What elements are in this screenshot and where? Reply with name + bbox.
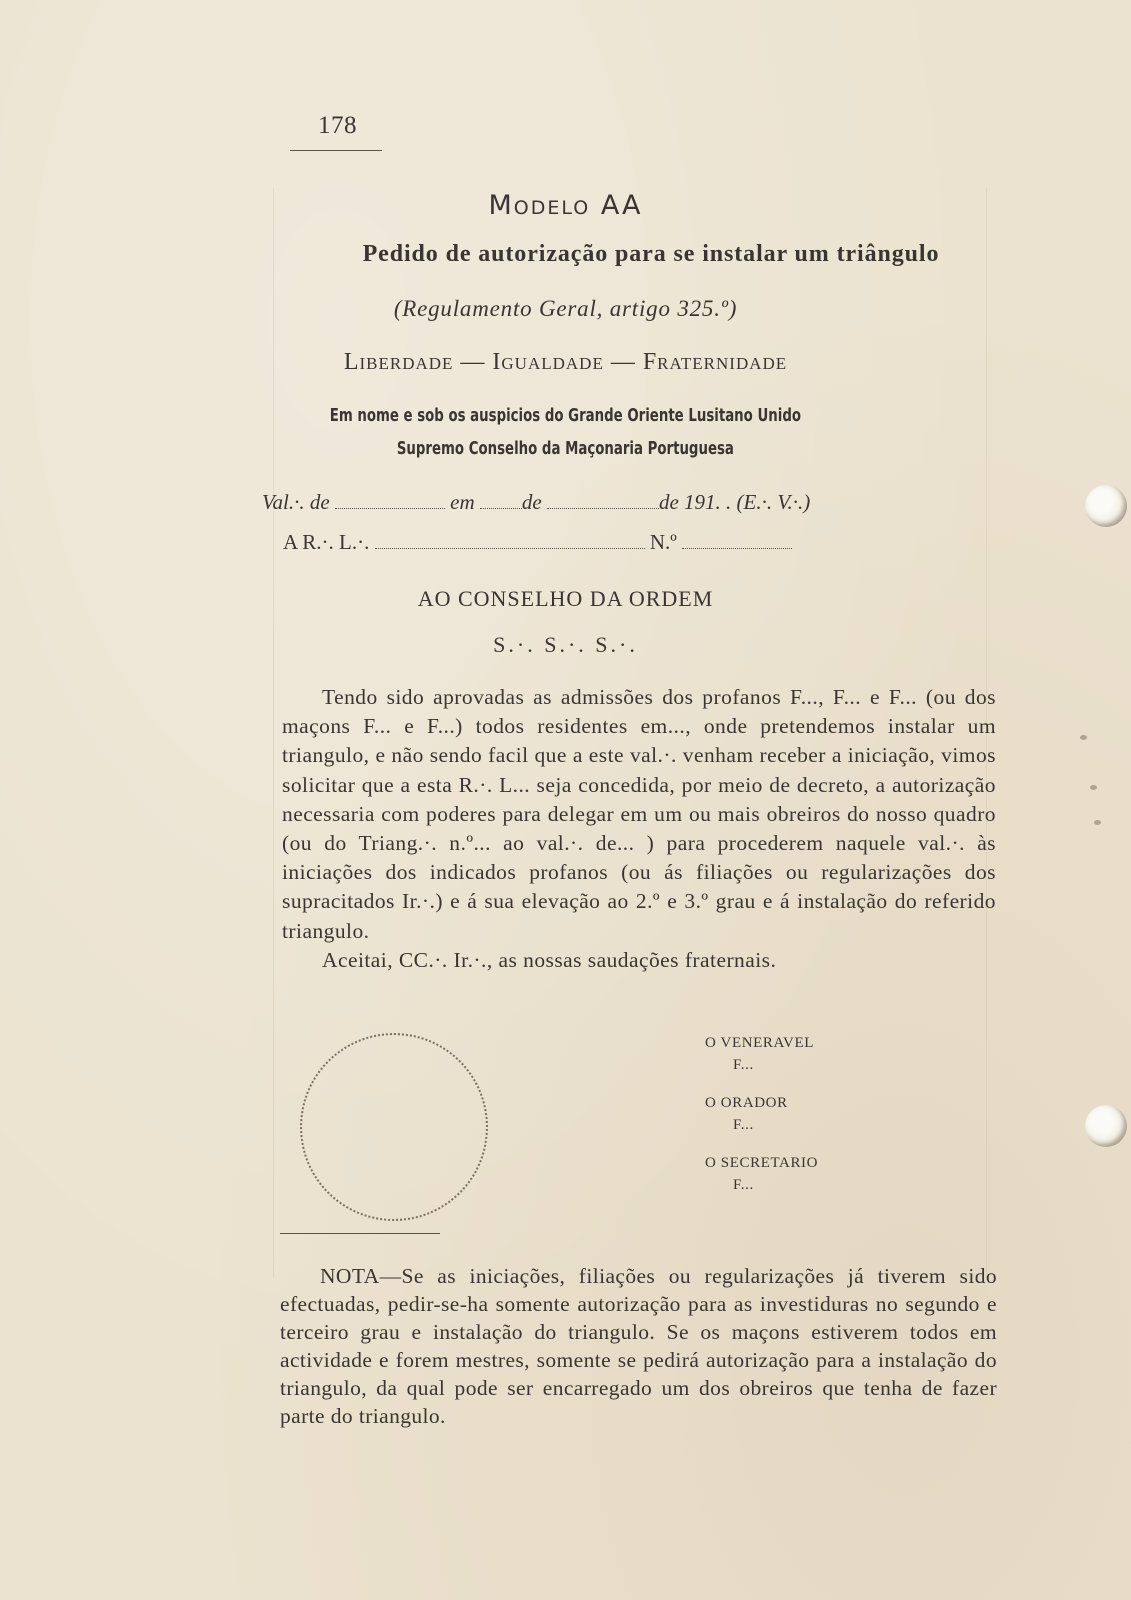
model-title: Modelo AA <box>488 190 643 221</box>
regulation-reference: (Regulamento Geral, artigo 325.º) <box>393 296 738 321</box>
footnote: NOTA—Se as iniciações, filiações ou regularizações já tiverem sido efectuadas, pedir-se-ha somente autorização para as investiduras no segundo e terceiro grau e instalação do triangulo. Se os maçons estiverem todos em actividade e forem mestres, somente se pedirá autorização para a instalação do triangulo, da qual pode ser encarregado um dos obreiros que tenha de fazer parte do triangulo. <box>280 1264 997 1428</box>
form-line-valley <box>262 490 1004 515</box>
signature-name: F... <box>733 1057 754 1073</box>
val-blank <box>335 491 445 509</box>
punch-hole <box>1085 485 1127 527</box>
paper-speck <box>1090 785 1097 790</box>
val-label: Val.·. de <box>262 490 330 514</box>
salutation: S.·. S.·. S.·. <box>493 632 638 657</box>
em-blank <box>480 491 522 509</box>
page-number: 178 <box>318 112 357 139</box>
lodge-blank <box>375 531 645 549</box>
auspices-line-2: Supremo Conselho da Maçonaria Portuguesa <box>396 438 734 459</box>
note-separator <box>280 1233 440 1234</box>
motto: Liberdade — Igualdade — Fraternidade <box>343 349 788 375</box>
signature-role: O VENERAVEL <box>705 1035 814 1051</box>
number-blank <box>682 531 792 549</box>
request-body <box>282 683 996 975</box>
request-title: Pedido de autorização para se instalar um triângulo <box>362 241 940 267</box>
signature-role: O ORADOR <box>705 1095 788 1111</box>
signature-name: F... <box>733 1117 754 1133</box>
auspices-line-1: Em nome e sob os auspicios do Grande Oriente Lusitano Unido <box>329 405 802 426</box>
body-paragraph-1: Tendo sido aprovadas as admissões dos profanos F..., F... e F... (ou dos maçons F... e F...) todos residentes em..., onde pretendemos instalar um triangulo, e não sendo facil que a este val.·. venham receber a iniciação, vimos solicitar que a esta R.·. L... seja concedida, por meio de decreto, a autorização necessaria com poderes para delegar em um ou mais obreiros do nosso quadro (ou do Triang.·. n.º... ao val.·. de... ) para procederem naquele val.·. às iniciações dos indicados profanos (ou ás filiações ou regularizações dos supracitados Ir.·.) e á sua elevação ao 2.º e 3.º grau e á instalação do referido triangulo. <box>282 685 996 943</box>
year-label: de 191. . (E.·. V.·.) <box>658 490 811 514</box>
de-label: de <box>521 490 542 514</box>
page-number-rule <box>290 150 382 151</box>
de-blank <box>547 491 659 509</box>
signature-role: O SECRETARIO <box>705 1155 819 1171</box>
form-line-lodge <box>283 530 943 555</box>
signature-block <box>705 1035 818 1215</box>
em-label: em <box>450 490 475 514</box>
number-label: N.º <box>649 530 677 554</box>
punch-hole <box>1085 1105 1127 1147</box>
seal-circle <box>300 1033 488 1221</box>
signature-name: F... <box>733 1177 754 1193</box>
paper-speck <box>1080 735 1087 740</box>
body-paragraph-2: Aceitai, CC.·. Ir.·., as nossas saudações fraternais. <box>322 947 777 972</box>
lodge-label: A R.·. L.·. <box>283 530 370 554</box>
paper-speck <box>1094 820 1101 825</box>
addressee: AO CONSELHO DA ORDEM <box>417 586 714 611</box>
